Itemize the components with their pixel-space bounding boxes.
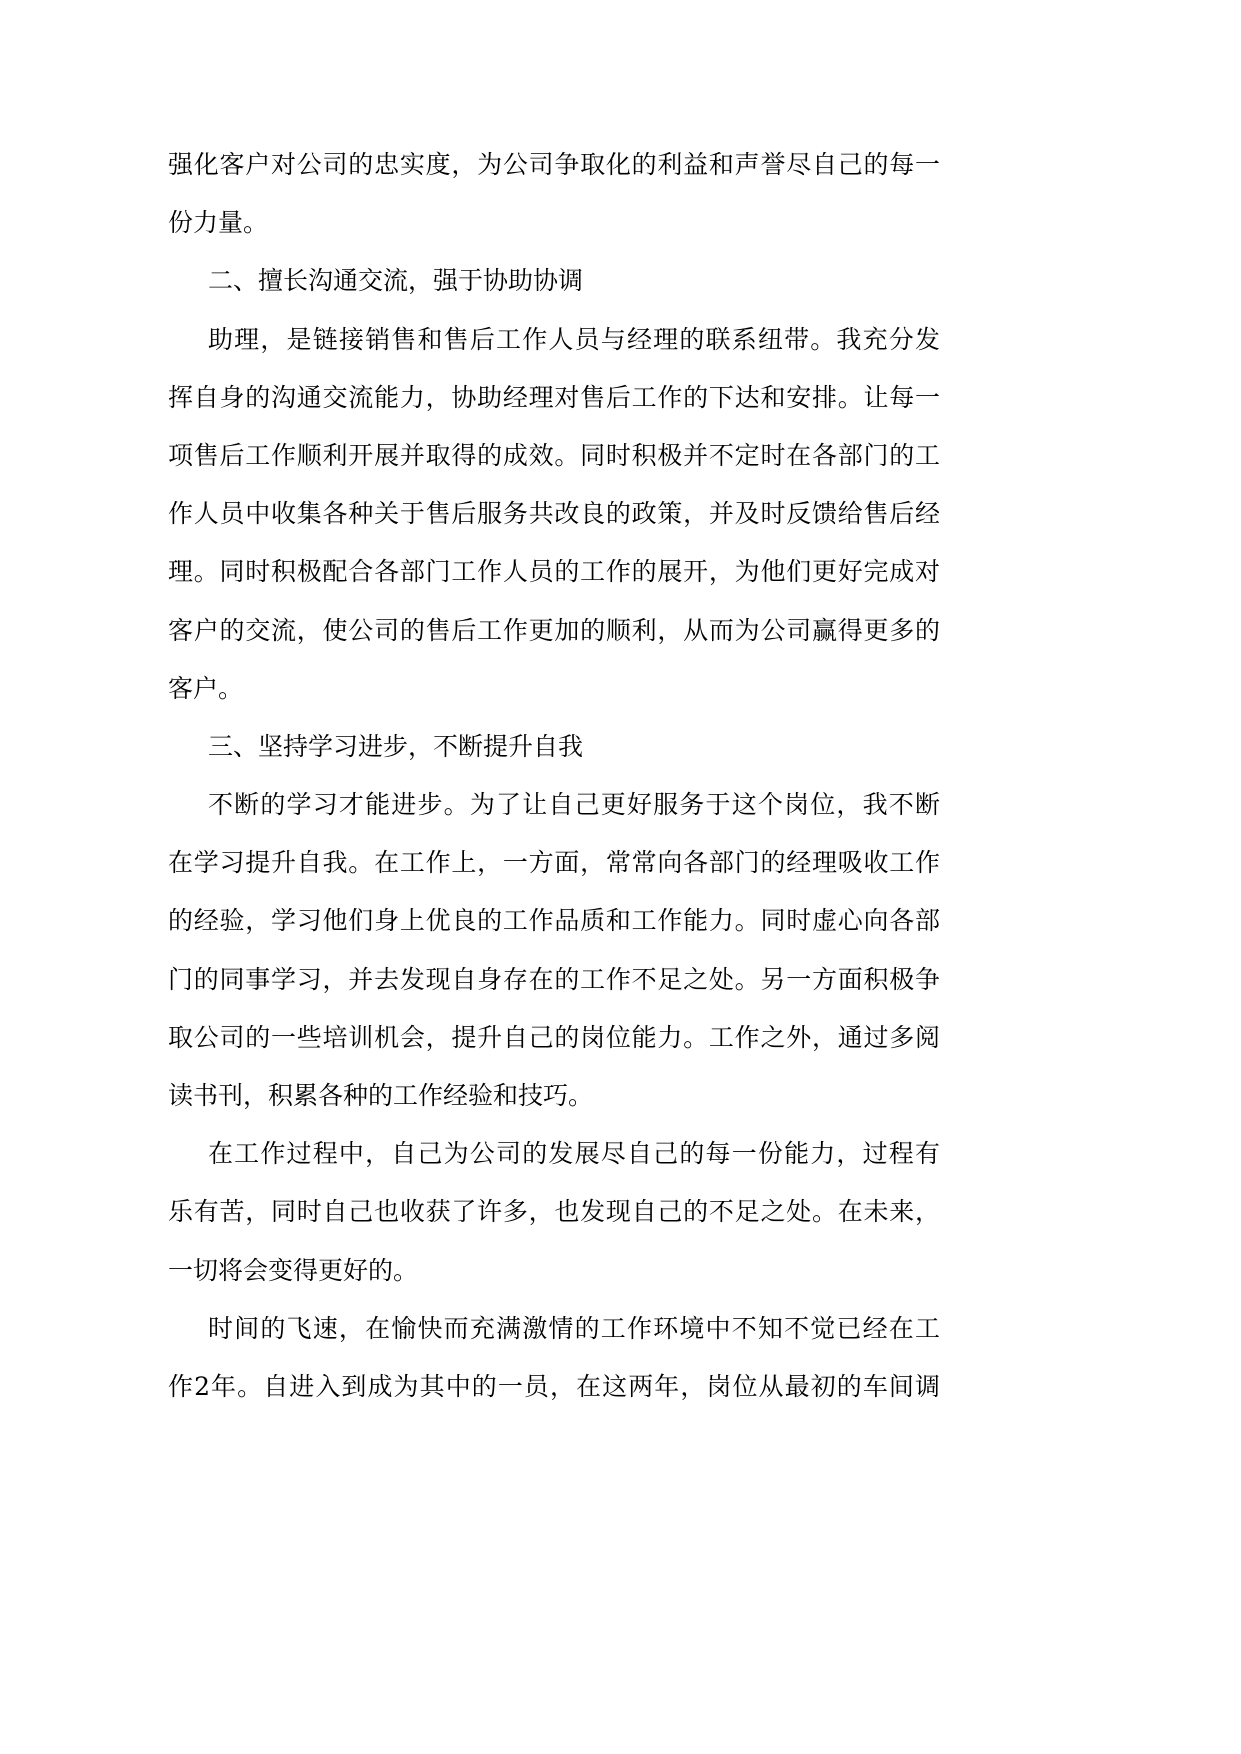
section-heading <box>168 718 940 776</box>
text-line: 的经验，学习他们身上优良的工作品质和工作能力。同时虚心向各部 <box>168 906 940 936</box>
section-heading-text: 三、坚持学习进步，不断提升自我 <box>208 731 584 761</box>
text-line: 理。同时积极配合各部门工作人员的工作的展开，为他们更好完成对 <box>168 557 940 587</box>
paragraph <box>168 311 940 718</box>
text-line: 客户。 <box>168 673 244 703</box>
text-line: 助理，是链接销售和售后工作人员与经理的联系纽带。我充分发 <box>208 324 940 354</box>
section-heading <box>168 252 940 310</box>
document-body <box>168 136 940 1416</box>
text-line: 一切将会变得更好的。 <box>168 1255 419 1285</box>
text-line: 乐有苦，同时自己也收获了许多，也发现自己的不足之处。在未来， <box>168 1197 940 1227</box>
text-line: 取公司的一些培训机会，提升自己的岗位能力。工作之外，通过多阅 <box>168 1022 940 1052</box>
text-line: 作2年。自进入到成为其中的一员，在这两年，岗位从最初的车间调 <box>168 1371 940 1401</box>
text-line: 在工作过程中，自己为公司的发展尽自己的每一份能力，过程有 <box>208 1139 940 1169</box>
text-line: 不断的学习才能进步。为了让自己更好服务于这个岗位，我不断 <box>208 790 940 820</box>
section-heading-text: 二、擅长沟通交流，强于协助协调 <box>208 266 584 296</box>
text-line: 作人员中收集各种关于售后服务共改良的政策，并及时反馈给售后经 <box>168 499 940 529</box>
text-line: 在学习提升自我。在工作上，一方面，常常向各部门的经理吸收工作 <box>168 848 940 878</box>
paragraph <box>168 776 940 1125</box>
text-line: 份力量。 <box>168 208 269 238</box>
text-line: 读书刊，积累各种的工作经验和技巧。 <box>168 1081 594 1110</box>
text-line: 时间的飞速，在愉快而充满激情的工作环境中不知不觉已经在工 <box>208 1313 940 1343</box>
text-line: 门的同事学习，并去发现自身存在的工作不足之处。另一方面积极争 <box>168 964 940 994</box>
text-line: 挥自身的沟通交流能力，协助经理对售后工作的下达和安排。让每一 <box>168 382 940 412</box>
text-line: 项售后工作顺利开展并取得的成效。同时积极并不定时在各部门的工 <box>168 440 940 470</box>
paragraph <box>168 136 940 252</box>
paragraph <box>168 1300 940 1416</box>
paragraph <box>168 1125 940 1300</box>
text-line: 客户的交流，使公司的售后工作更加的顺利，从而为公司赢得更多的 <box>168 615 940 645</box>
text-line: 强化客户对公司的忠实度，为公司争取化的利益和声誉尽自己的每一 <box>168 150 940 179</box>
